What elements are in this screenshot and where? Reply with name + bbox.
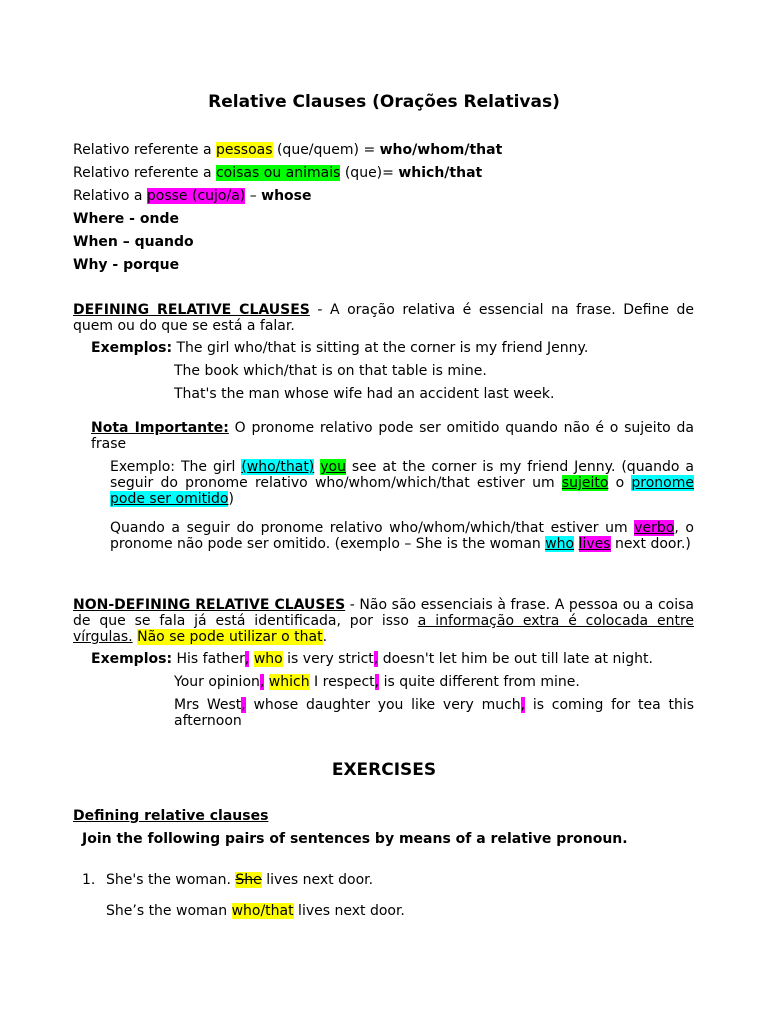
- rule-pronouns: whose: [261, 188, 312, 204]
- note-example-text: Exemplo: The girl: [110, 459, 242, 475]
- note-example-text: next door.): [610, 536, 691, 552]
- example-text: is very strict: [282, 651, 374, 667]
- nondefining-example-1: [91, 651, 653, 667]
- highlight-comma: ,: [520, 697, 526, 713]
- highlight-lives: lives: [578, 536, 611, 552]
- note-important: [91, 420, 694, 452]
- example-text: whose daughter you like very much: [245, 697, 521, 713]
- rule-pronouns: who/whom/that: [379, 142, 503, 158]
- highlight-you: you: [320, 459, 346, 475]
- highlight-no-that: Não se pode utilizar o that: [137, 629, 323, 645]
- rule-text: (que/quem) =: [272, 142, 380, 158]
- highlight-verbo: verbo: [634, 520, 675, 536]
- space: [574, 536, 578, 552]
- rule-where: Where - onde: [73, 211, 179, 227]
- note-text: O pronome relativo pode ser omitido quando não é o sujeito da frase: [91, 420, 694, 452]
- period: .: [322, 629, 328, 645]
- rule-possession: [73, 188, 312, 204]
- nondefining-example-3: [174, 697, 694, 729]
- highlight-sujeito: sujeito: [561, 475, 609, 491]
- example-text: doesn't let him be out till late at night.: [378, 651, 653, 667]
- highlight-things: coisas ou animais: [215, 165, 341, 181]
- rule-when: When – quando: [73, 234, 194, 250]
- page-title: Relative Clauses (Orações Relativas): [208, 92, 560, 112]
- item-number: 1.: [82, 872, 96, 888]
- note-example-text: Quando a seguir do pronome relativo who/whom/which/that estiver um: [110, 520, 635, 536]
- example-text: is coming for tea this afternoon: [174, 697, 695, 729]
- rule-pronouns: which/that: [398, 165, 483, 181]
- rule-text: Relativo referente a: [73, 142, 216, 158]
- highlight-possession: posse (cujo/a): [146, 188, 246, 204]
- example-text: The girl who/that is sitting at the corner is my friend Jenny.: [172, 340, 589, 356]
- rule-why: Why - porque: [73, 257, 180, 273]
- example-text: is quite different from mine.: [379, 674, 580, 690]
- highlight-who: who: [253, 651, 283, 667]
- highlight-pronome-omitido: pronome pode ser omitido: [110, 475, 694, 507]
- note-label: Nota Importante:: [91, 420, 229, 436]
- rule-things: [73, 165, 482, 181]
- answer-text: She’s the woman: [106, 903, 232, 919]
- rule-text: –: [245, 188, 262, 204]
- example-text: Your opinion: [174, 674, 260, 690]
- note-example-text: see at the corner is my friend Jenny. (quando a seguir do pronome relativo who/whom/which/that estiver um: [110, 459, 694, 491]
- exercises-subtitle: Defining relative clauses: [73, 808, 269, 824]
- highlight-comma: ,: [259, 674, 265, 690]
- rule-text: (que)=: [340, 165, 399, 181]
- nondefining-intro: [73, 597, 694, 645]
- nondefining-underlined: a informação extra é colocada entre vírgulas.: [73, 613, 695, 645]
- highlight-which: which: [268, 674, 310, 690]
- defining-example-3: That's the man whose wife had an accident last week.: [174, 386, 555, 402]
- highlight-struck-she: She: [235, 872, 262, 888]
- exercises-instruction: Join the following pairs of sentences by means of a relative pronoun.: [82, 831, 628, 847]
- defining-heading: DEFINING RELATIVE CLAUSES: [73, 302, 310, 318]
- note-example-text: ): [228, 491, 234, 507]
- highlight-comma: ,: [374, 674, 380, 690]
- nondefining-intro-text: - Não são essenciais à frase. A pessoa ou a coisa de que se fala já está identificada, por isso: [73, 597, 695, 629]
- item-text: lives next door.: [261, 872, 374, 888]
- examples-label: Exemplos:: [91, 340, 173, 356]
- nondefining-heading: NON-DEFINING RELATIVE CLAUSES: [73, 597, 346, 613]
- rule-people: [73, 142, 502, 158]
- example-text: Mrs West: [174, 697, 242, 713]
- highlight-comma: ,: [244, 651, 250, 667]
- defining-example-1: [91, 340, 588, 356]
- rule-text: Relativo a: [73, 188, 147, 204]
- examples-label: Exemplos:: [91, 651, 173, 667]
- highlight-who-that: who/that: [231, 903, 294, 919]
- note-example-text: , o pronome não pode ser omitido. (exemplo – She is the woman: [110, 520, 694, 552]
- highlight-comma: ,: [241, 697, 246, 713]
- exercise-item-1: [82, 872, 373, 888]
- answer-text: lives next door.: [293, 903, 405, 919]
- item-text: She's the woman.: [106, 872, 236, 888]
- exercise-answer-1: [106, 903, 405, 919]
- example-text: I respect: [309, 674, 375, 690]
- note-example-text: o: [608, 475, 632, 491]
- highlight-comma: ,: [373, 651, 379, 667]
- defining-intro-text: - A oração relativa é essencial na frase. Define de quem ou do que se está a falar.: [73, 302, 694, 334]
- highlight-people: pessoas: [215, 142, 273, 158]
- example-text: His father: [172, 651, 245, 667]
- highlight-who-that: (who/that): [241, 459, 315, 475]
- defining-example-2: The book which/that is on that table is mine.: [174, 363, 487, 379]
- note-example-omit: [110, 459, 694, 507]
- defining-intro: [73, 302, 694, 334]
- rule-text: Relativo referente a: [73, 165, 216, 181]
- nondefining-example-2: [174, 674, 580, 690]
- exercises-title: EXERCISES: [331, 760, 437, 780]
- note-example-verb: [110, 520, 694, 552]
- highlight-who: who: [545, 536, 575, 552]
